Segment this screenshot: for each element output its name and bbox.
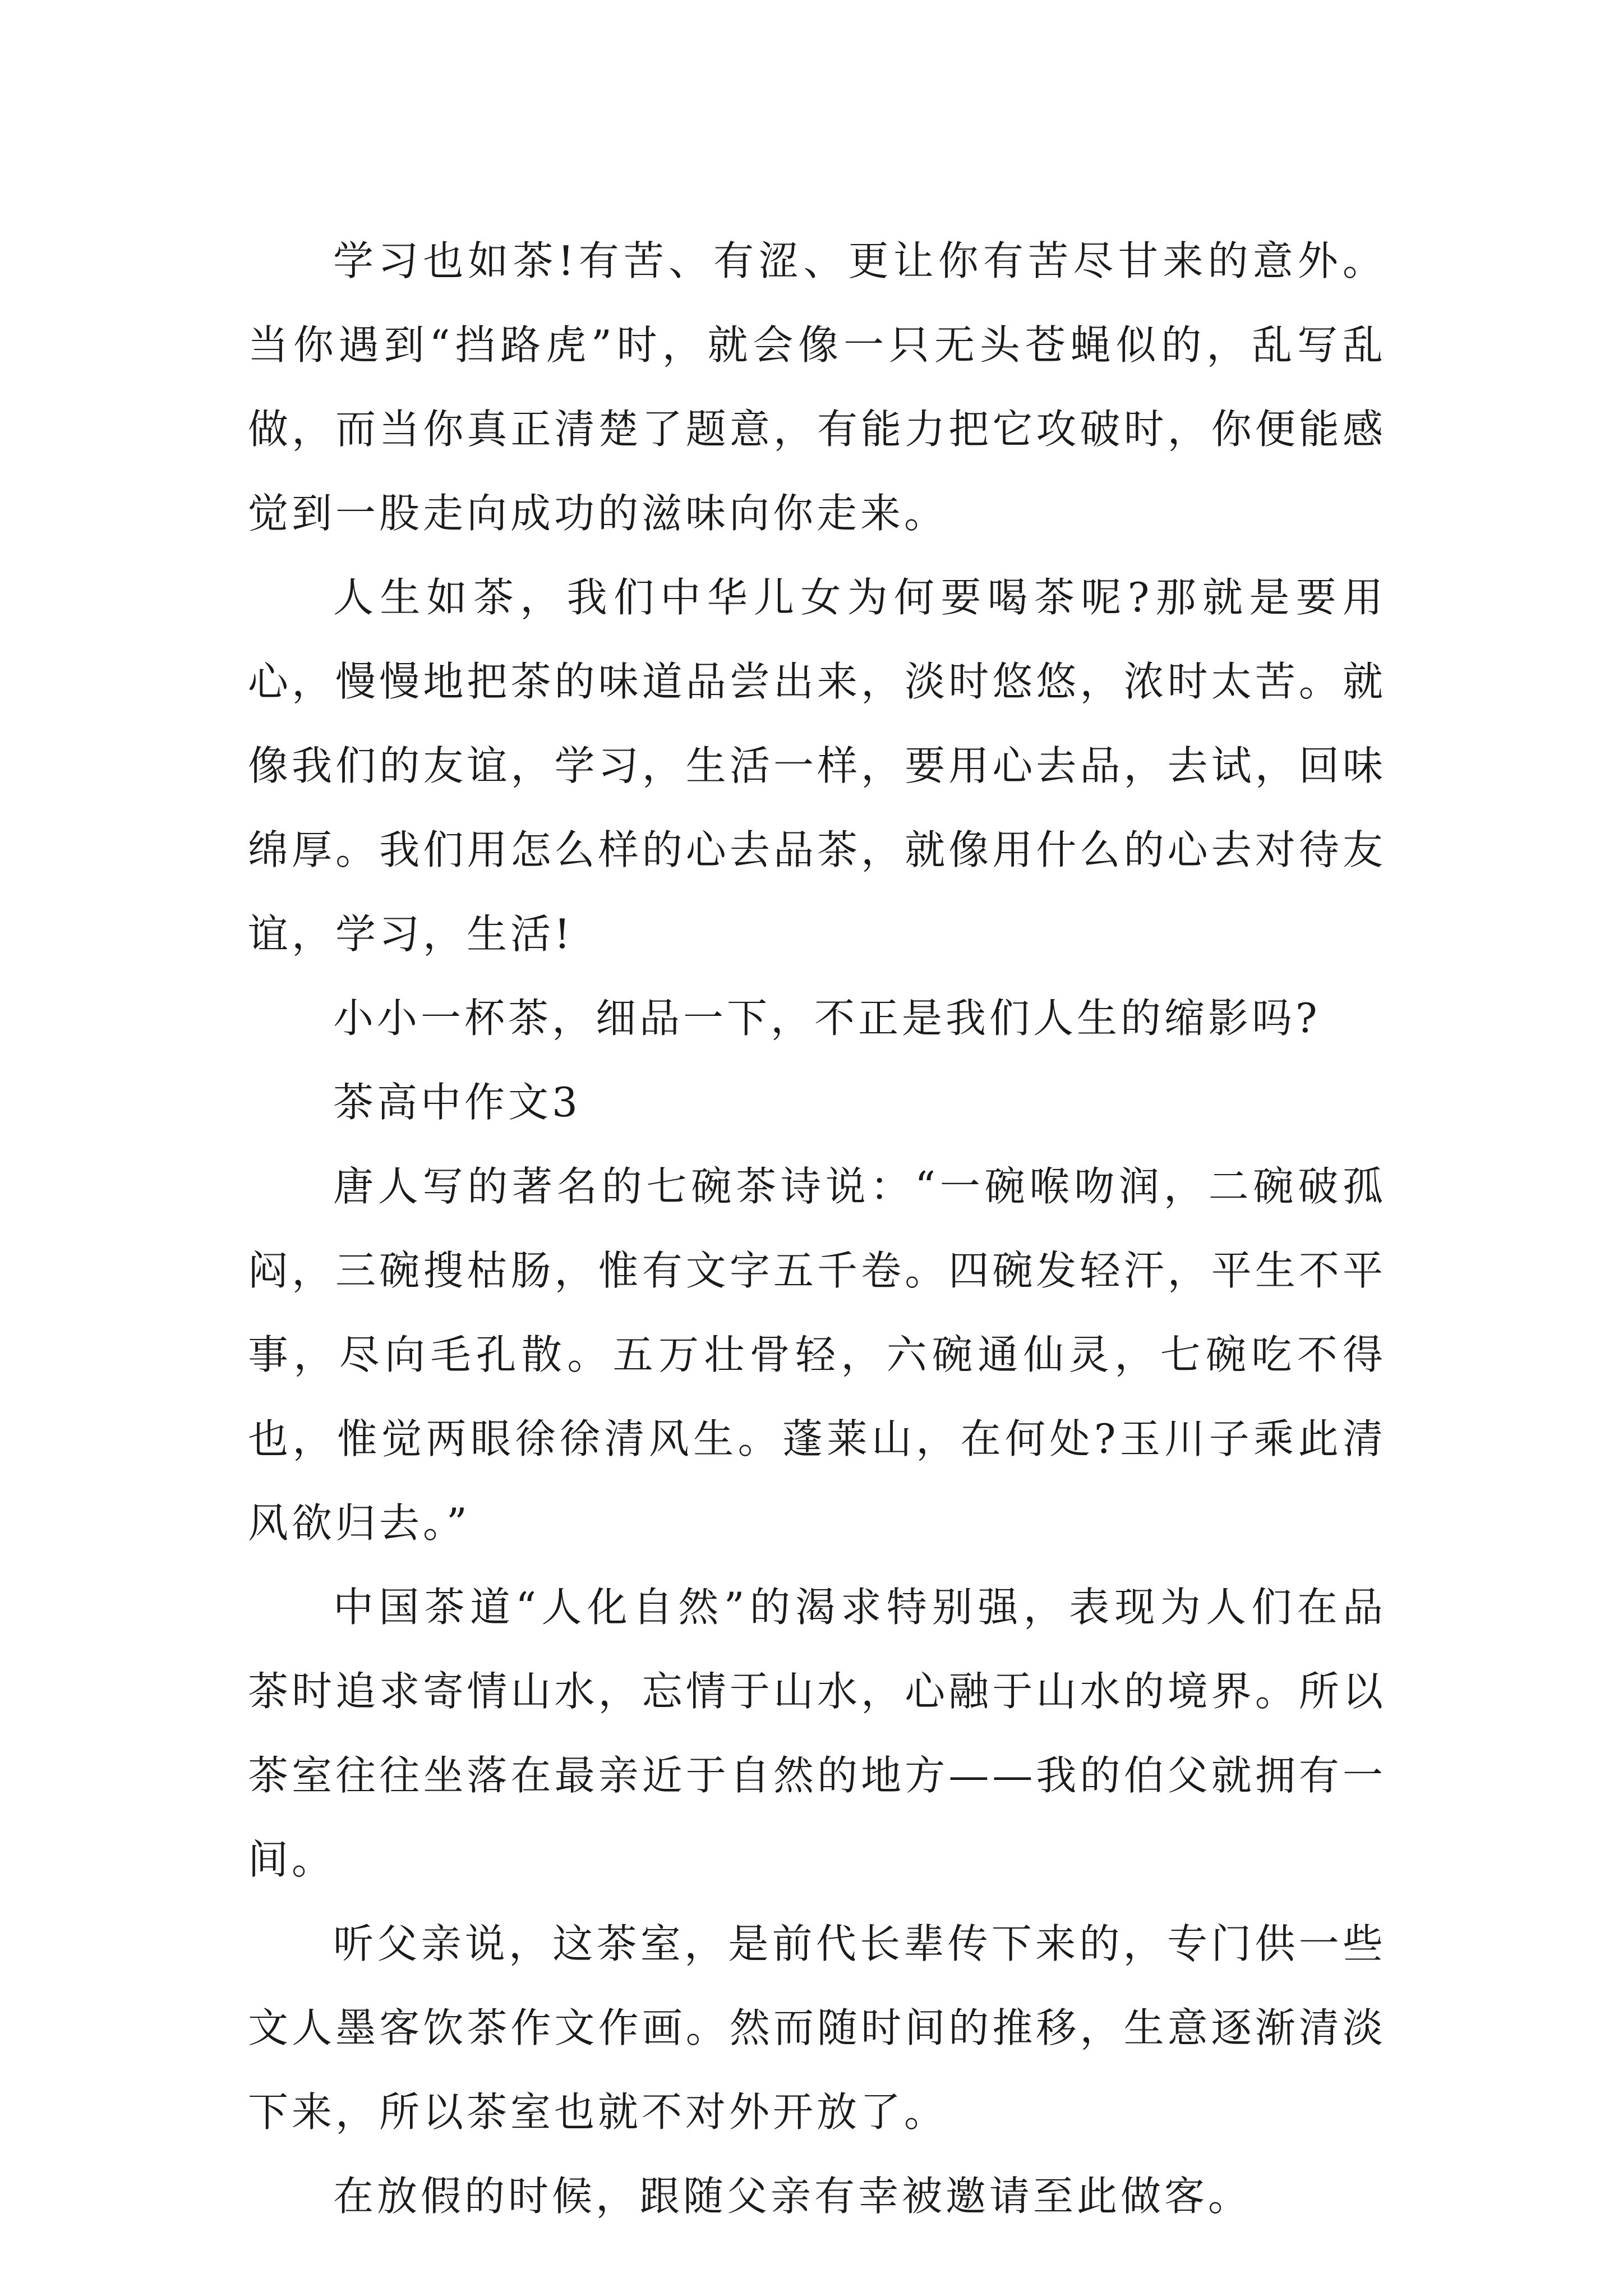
paragraph-small-cup: 小小一杯茶，细品一下，不正是我们人生的缩影吗? <box>333 995 1321 1042</box>
paragraph-tea-and-nature: 中国茶道“人化自然”的渴求特别强，表现为人们在品茶时追求寄情山水，忘情于山水，心融于山水的境界。所以茶室往往坐落在最亲近于自然的地方——我的伯父就拥有一间。 <box>248 1584 1386 1883</box>
paragraph-seven-bowls-poem: 唐人写的著名的七碗茶诗说：“一碗喉吻润，二碗破孤闷，三碗搜枯肠，惟有文字五千卷。四碗发轻汗，平生不平事，尽向毛孔散。五万壮骨轻，六碗通仙灵，七碗吃不得也，惟觉两眼徐徐清风生。蓬莱山，在何处?玉川子乘此清风欲归去。” <box>248 1163 1386 1547</box>
paragraph-study-like-tea: 学习也如茶!有苦、有涩、更让你有苦尽甘来的意外。当你遇到“挡路虎”时，就会像一只无头苍蝇似的，乱写乱做，而当你真正清楚了题意，有能力把它攻破时，你便能感觉到一股走向成功的滋味向你走来。 <box>248 237 1386 537</box>
paragraph-father-says: 听父亲说，这茶室，是前代长辈传下来的，专门供一些文人墨客饮茶作文作画。然而随时间的推移，生意逐渐清淡下来，所以茶室也就不对外开放了。 <box>248 1920 1386 2136</box>
paragraph-holiday-visit: 在放假的时候，跟随父亲有幸被邀请至此做客。 <box>333 2173 1252 2220</box>
document-body <box>248 219 1386 2238</box>
paragraph-life-like-tea: 人生如茶，我们中华儿女为何要喝茶呢?那就是要用心，慢慢地把茶的味道品尝出来，淡时悠悠，浓时太苦。就像我们的友谊，学习，生活一样，要用心去品，去试，回味绵厚。我们用怎么样的心去品茶，就像用什么的心去对待友谊，学习，生活! <box>248 574 1386 958</box>
essay-heading: 茶高中作文3 <box>333 1079 581 1126</box>
